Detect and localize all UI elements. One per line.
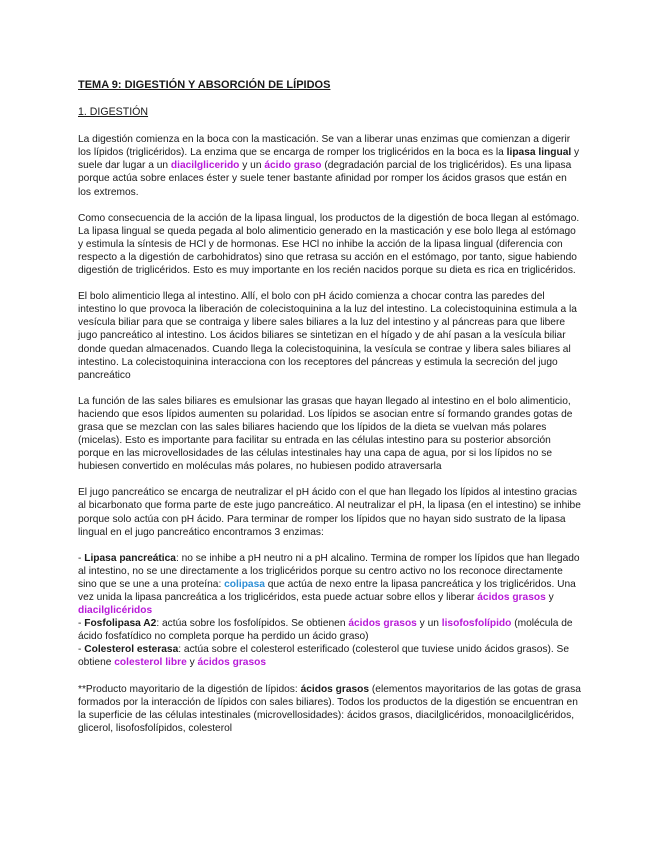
text: que actúa de nexo entre la lipasa pancreática y los triglicéridos. Una vez unida la lipasa pancreática a los triglicéridos, esta puede actuar sobre ellos y liberar (78, 578, 576, 603)
text: : actúa sobre el colesterol esterificado (colesterol que tuviese unido ácidos grasos). Se obtiene (78, 644, 569, 669)
term-acidos-grasos: ácidos grasos (477, 592, 546, 603)
text: y (545, 592, 554, 603)
term-diacilgliceridos: diacilglicéridos (78, 605, 153, 617)
text: y (186, 657, 198, 669)
term-lisofosfolipido: lisofosfolípido (441, 618, 512, 630)
term-diacilglicerido: diacilglicerido (170, 160, 240, 172)
text: - (78, 644, 85, 656)
paragraph-digestion-boca (78, 133, 581, 198)
text: - (78, 618, 85, 630)
text: (elementos mayoritarios de las gotas de grasa formados por la interacción de lípidos con sales biliares). Todos los productos de la digestión se encuentran en la superficie de las células intestinales (microvellosidades): ácidos grasos, diacilglicéridos, monoacilglicéridos, glicerol, lisofosfolípidos, colesterol (78, 683, 581, 734)
text: - (78, 552, 85, 564)
paragraph-estomago: Como consecuencia de la acción de la lipasa lingual, los productos de la digestión de boca llegan al estómago. La lipasa lingual se queda pegada al bolo alimenticio generado en la masticación y ese bolo llega al estómago y estimula la síntesis de HCl y de hormonas. Ese HCl no inhibe la acción de la lipasa lingual (diferencia con respecto a la digestión de carbohidratos) sino que retrasa su acción en el estómago, por tanto, sigue habiendo digestión de triglicéridos. Esto es muy importante en los recién nacidos porque su dieta es rica en triglicéridos. (78, 212, 580, 277)
text: y un (416, 618, 442, 630)
term-colipasa: colipasa (224, 578, 265, 590)
term-fosfolipasa: Fosfolipasa A2 (84, 618, 157, 630)
enzyme-list (78, 552, 581, 670)
text: La digestión comienza en la boca con la masticación. Se van a liberar unas enzimas que comienzan a digerir los lípidos (triglicéridos). La enzima que se encarga de romper los triglicéridos en la boca es la (78, 134, 571, 159)
list-item-colesterol-esterasa (78, 643, 581, 669)
paragraph-producto-mayoritario (78, 683, 581, 735)
text: (degradación parcial de los triglicéridos). Es una lipasa porque actúa sobre enlaces éster y suele tener bastante afinidad por romper los ácidos grasos que están en los extremos. (78, 160, 572, 198)
list-item-fosfolipasa (78, 617, 581, 643)
text: **Producto mayoritario de la digestión de lípidos: (78, 683, 301, 695)
text: (molécula de ácido fosfatídico no completa porque ha perdido un ácido graso) (78, 618, 573, 643)
term-colesterol-esterasa: Colesterol esterasa (84, 644, 179, 656)
document-title: TEMA 9: DIGESTIÓN Y ABSORCIÓN DE LÍPIDOS (78, 79, 331, 91)
text: y suele dar lugar a un (78, 147, 580, 172)
paragraph-jugo-pancreatico: El jugo pancreático se encarga de neutralizar el pH ácido con el que han llegado los lípidos al intestino gracias al bicarbonato que forma parte de este jugo pancreático. Al neutralizar el pH, la lipasa (en el intestino) se inhibe porque solo actúa con pH ácido. Para terminar de romper los lípidos que no hayan sido sustrato de la lipasa lingual en el jugo pancreático encontramos 3 enzimas: (78, 487, 581, 538)
term-acido-graso: ácido graso (264, 160, 322, 172)
paragraph-intestino: El bolo alimenticio llega al intestino. Allí, el bolo con pH ácido comienza a chocar contra las paredes del intestino lo que provoca la liberación de colecistoquinina a la luz del intestino. La colecistoquinina estimula a la vesícula biliar para que se contraiga y libere sales biliares a la luz del intestino y al páncreas para que libere jugo pancreático al intestino. Los ácidos biliares se sintetizan en el hígado y de ahí pasan a la vesícula biliar donde quedan almacenados. Cuando llega la colecistoquinina, la vesícula se contrae y libera sales biliares al intestino. La colecistoquinina interacciona con los receptores del páncreas y estimula la secreción del jugo pancreático (78, 291, 577, 381)
term-acidos-grasos-bold: ácidos grasos (300, 683, 370, 695)
term-acidos-grasos: ácidos grasos (348, 618, 417, 630)
term-acidos-grasos: ácidos grasos (197, 657, 267, 669)
text: y un (239, 160, 265, 172)
paragraph-sales-biliares: La función de las sales biliares es emulsionar las grasas que hayan llegado al intestino en el bolo alimenticio, haciendo que esos lípidos aumenten su polaridad. Los lípidos se asocian entre sí formando grandes gotas de grasa que se mezclan con las sales biliares haciendo que los lípidos de la dieta se vuelvan más polares (micelas). Esto es importante para facilitar su entrada en las células intestino para su posterior absorción porque en las microvellosidades de las células intestinales hay una capa de agua, por si los lípidos no se hubiesen convertido en moléculas más polares, no hubiesen podido atraversarla (78, 395, 573, 473)
term-colesterol-libre: colesterol libre (114, 657, 187, 669)
text: : actúa sobre los fosfolípidos. Se obtienen (156, 618, 349, 630)
term-lipasa-lingual: lipasa lingual (506, 147, 572, 159)
term-lipasa-pancreatica: Lipasa pancreática (84, 552, 176, 564)
list-item-lipasa-pancreatica (78, 552, 581, 617)
text: : no se inhibe a pH neutro ni a pH alcalino. Termina de romper los lípidos que han llegado al intestino, no se une directamente a los triglicéridos porque su centro activo no los reconoce directamente sino que se une a una proteína: (78, 552, 580, 590)
section-heading: 1. DIGESTIÓN (78, 106, 149, 119)
